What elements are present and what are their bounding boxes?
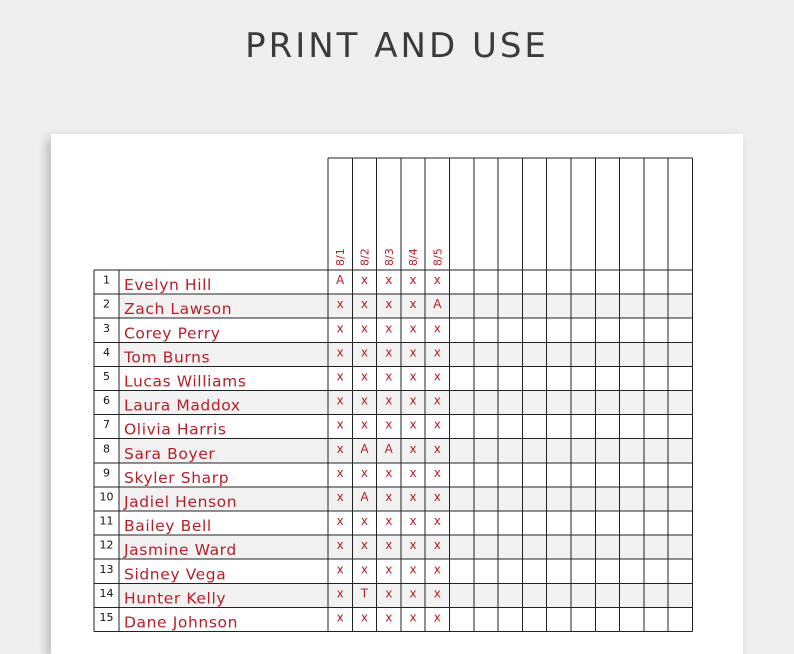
attendance-mark: x bbox=[336, 489, 344, 504]
row-number: 9 bbox=[103, 466, 110, 480]
student-name: Tom Burns bbox=[124, 348, 211, 367]
attendance-mark: x bbox=[385, 417, 393, 432]
attendance-mark: x bbox=[409, 417, 417, 432]
attendance-mark: x bbox=[433, 538, 441, 553]
attendance-mark: x bbox=[360, 273, 369, 288]
attendance-mark: x bbox=[409, 273, 417, 288]
attendance-mark: x bbox=[409, 321, 417, 336]
student-name: Evelyn Hill bbox=[124, 276, 212, 295]
page-heading: PRINT AND USE bbox=[245, 26, 549, 66]
attendance-mark: x bbox=[385, 321, 393, 336]
attendance-mark: x bbox=[385, 297, 393, 312]
row-number: 12 bbox=[99, 538, 114, 552]
attendance-mark: x bbox=[360, 538, 369, 553]
student-name: Hunter Kelly bbox=[124, 589, 227, 608]
student-name: Lucas Williams bbox=[124, 372, 247, 391]
attendance-mark: x bbox=[336, 562, 344, 577]
attendance-mark: x bbox=[385, 586, 393, 601]
attendance-mark: x bbox=[385, 345, 393, 360]
attendance-mark: x bbox=[336, 514, 344, 529]
attendance-mark: x bbox=[336, 297, 344, 312]
attendance-mark: x bbox=[360, 393, 369, 408]
attendance-mark: x bbox=[385, 610, 393, 625]
row-number: 4 bbox=[103, 345, 110, 359]
attendance-mark: x bbox=[385, 393, 393, 408]
attendance-mark: x bbox=[336, 538, 344, 553]
student-name: Zach Lawson bbox=[124, 300, 233, 319]
row-number: 7 bbox=[103, 418, 110, 432]
row-number: 5 bbox=[103, 369, 110, 383]
attendance-mark: x bbox=[409, 393, 417, 408]
attendance-mark: x bbox=[385, 465, 393, 480]
row-number: 11 bbox=[99, 514, 114, 528]
attendance-mark: x bbox=[433, 514, 441, 529]
attendance-mark: x bbox=[336, 417, 344, 432]
attendance-mark: x bbox=[336, 393, 344, 408]
attendance-mark: A bbox=[336, 273, 345, 288]
attendance-mark: x bbox=[360, 297, 369, 312]
attendance-mark: x bbox=[433, 465, 441, 480]
student-name: Corey Perry bbox=[124, 324, 221, 343]
attendance-mark: x bbox=[409, 369, 417, 384]
attendance-mark: x bbox=[409, 586, 417, 601]
attendance-mark: x bbox=[385, 369, 393, 384]
attendance-mark: x bbox=[433, 441, 441, 456]
attendance-mark: x bbox=[360, 345, 369, 360]
attendance-mark: x bbox=[433, 610, 441, 625]
attendance-mark: x bbox=[409, 514, 417, 529]
student-name: Sara Boyer bbox=[124, 444, 216, 463]
attendance-mark: x bbox=[336, 345, 344, 360]
attendance-mark: x bbox=[433, 369, 441, 384]
row-number: 2 bbox=[103, 297, 110, 311]
attendance-mark: x bbox=[385, 489, 393, 504]
attendance-mark: x bbox=[433, 273, 441, 288]
attendance-sheet bbox=[51, 134, 743, 654]
attendance-grid bbox=[51, 134, 743, 635]
attendance-mark: x bbox=[433, 321, 441, 336]
attendance-mark: T bbox=[360, 586, 369, 601]
date-header: 8/5 bbox=[431, 248, 445, 266]
attendance-mark: x bbox=[336, 321, 344, 336]
student-name: Laura Maddox bbox=[124, 396, 241, 415]
attendance-mark: x bbox=[336, 441, 344, 456]
attendance-mark: x bbox=[360, 514, 369, 529]
attendance-mark: x bbox=[360, 610, 369, 625]
attendance-mark: x bbox=[336, 369, 344, 384]
student-name: Bailey Bell bbox=[124, 517, 212, 536]
attendance-mark: x bbox=[409, 297, 417, 312]
attendance-mark: x bbox=[409, 610, 417, 625]
row-number: 10 bbox=[99, 490, 114, 504]
attendance-mark: x bbox=[433, 562, 441, 577]
attendance-mark: x bbox=[360, 465, 369, 480]
attendance-mark: A bbox=[384, 441, 393, 456]
attendance-mark: A bbox=[360, 441, 369, 456]
student-name: Olivia Harris bbox=[124, 420, 227, 439]
date-header: 8/1 bbox=[334, 248, 348, 266]
attendance-mark: x bbox=[409, 562, 417, 577]
date-header: 8/2 bbox=[358, 248, 372, 266]
attendance-mark: x bbox=[336, 465, 344, 480]
attendance-mark: A bbox=[433, 297, 442, 312]
student-name: Dane Johnson bbox=[124, 613, 239, 632]
student-name: Sidney Vega bbox=[124, 565, 227, 584]
attendance-mark: x bbox=[336, 586, 344, 601]
row-number: 14 bbox=[99, 586, 114, 600]
student-name: Jadiel Henson bbox=[124, 492, 238, 511]
attendance-mark: x bbox=[360, 321, 369, 336]
row-number: 6 bbox=[103, 394, 110, 408]
row-number: 8 bbox=[103, 442, 110, 456]
attendance-mark: x bbox=[433, 393, 441, 408]
date-header: 8/3 bbox=[382, 248, 396, 266]
row-number: 13 bbox=[99, 562, 114, 576]
attendance-mark: x bbox=[433, 489, 441, 504]
attendance-mark: x bbox=[433, 345, 441, 360]
attendance-mark: x bbox=[409, 441, 417, 456]
attendance-mark: x bbox=[360, 562, 369, 577]
attendance-mark: x bbox=[360, 417, 369, 432]
attendance-mark: x bbox=[409, 465, 417, 480]
student-name: Skyler Sharp bbox=[124, 468, 230, 487]
row-number: 1 bbox=[103, 273, 110, 287]
student-name: Jasmine Ward bbox=[124, 541, 237, 560]
attendance-mark: x bbox=[336, 610, 344, 625]
attendance-mark: x bbox=[385, 538, 393, 553]
date-header: 8/4 bbox=[407, 248, 421, 266]
attendance-mark: x bbox=[385, 562, 393, 577]
attendance-mark: x bbox=[360, 369, 369, 384]
attendance-mark: x bbox=[385, 514, 393, 529]
attendance-mark: x bbox=[409, 345, 417, 360]
attendance-mark: x bbox=[409, 538, 417, 553]
attendance-mark: A bbox=[360, 489, 369, 504]
attendance-mark: x bbox=[433, 417, 441, 432]
attendance-mark: x bbox=[385, 273, 393, 288]
attendance-mark: x bbox=[409, 489, 417, 504]
row-number: 3 bbox=[103, 321, 110, 335]
attendance-mark: x bbox=[433, 586, 441, 601]
row-number: 15 bbox=[99, 610, 114, 624]
